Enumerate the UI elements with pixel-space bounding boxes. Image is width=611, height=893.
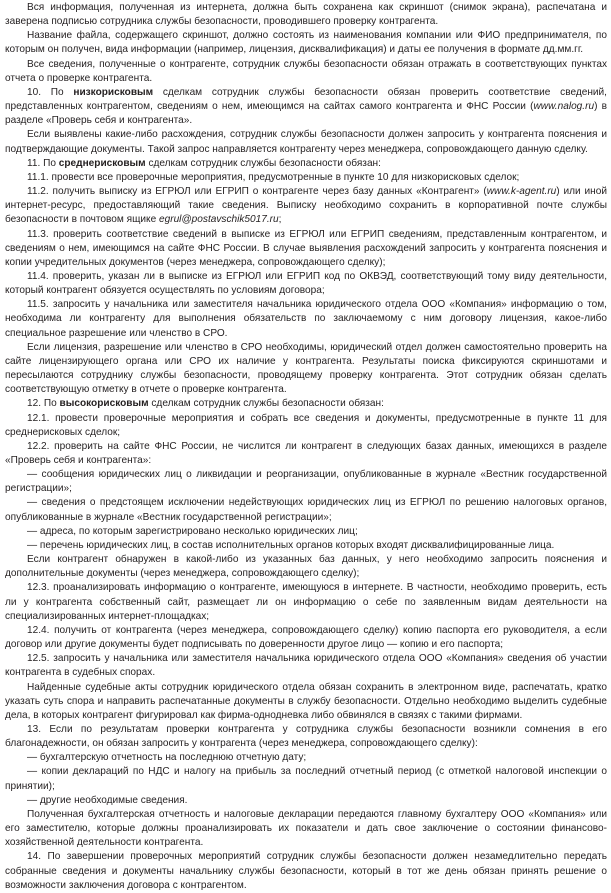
paragraph: [5, 723, 607, 751]
paragraph: [5, 86, 607, 128]
paragraph-text: Если лицензия, разрешение или членство в СРО необходимы, юридический отдел должен самостоятельно проверить на сайте лицензирующего органа или СРО их наличие у контрагента. Результаты поиска фиксируются скриншотами и пересылаются сотруднику службы безопасности, проводящему проверку контрагента. Этот сотрудник обязан сделать соответствующую отметку в отчете о проверке контрагента.: [5, 341, 607, 396]
paragraph-text: Если выявлены какие-либо расхождения, сотрудник службы безопасности должен запросить у контрагента пояснения и подтверждающие документы. Такой запрос направляется контрагенту через менеджера, сопровождающего данную сделку.: [5, 129, 607, 155]
paragraph: [5, 185, 607, 227]
paragraph: [5, 29, 607, 57]
paragraph-text: 11.5. запросить у начальника или заместителя начальника юридического отдела ООО «Компания» информацию о том, необходима ли контрагенту для выполнения обязательств по заключаемому с ним договору лицензия, какое-либо специальное разрешение или членство в СРО.: [5, 299, 607, 339]
paragraph-text: 12.1. провести проверочные мероприятия и собрать все сведения и документы, предусмотренные в пункте 11 для среднерисковых сделок;: [5, 412, 607, 438]
paragraph-text: — перечень юридических лиц, в состав исполнительных органов которых входят дисквалифицированные лица.: [27, 539, 555, 551]
paragraph-text: 11.3. проверить соответствие сведений в выписке из ЕГРЮЛ или ЕГРИП сведениям, представленным контрагентом, и сведениям о нем, имеющимся на сайте ФНС России. В случае выявления расхождений запросить у контрагента пояснения и копии учредительных документов (через менеджера, сопровождающего сделку);: [5, 228, 607, 268]
paragraph-text: — бухгалтерскую отчетность на последнюю отчетную дату;: [27, 752, 307, 764]
paragraph: [5, 341, 607, 398]
paragraph-text: Найденные судебные акты сотрудник юридического отдела обязан сохранить в электронном виде, распечатать, кратко указать суть спора и направить распечатанные документы в службу безопасности. Отдельно необходимо выделить судебные дела, в которых контрагент фигурировал как фирма-однодневка либо обвинялся в связях с такими фирмами.: [5, 681, 607, 721]
paragraph-text: Все сведения, полученные о контрагенте, сотрудник службы безопасности обязан отражать в соответствующих пунктах отчета о проверке контрагента.: [5, 58, 607, 84]
paragraph-text: 12.2. проверить на сайте ФНС России, не числится ли контрагент в следующих базах данных, имеющихся в разделе «Проверь себя и контрагента»:: [5, 440, 607, 466]
paragraph: [5, 681, 607, 723]
paragraph: [5, 397, 607, 411]
paragraph-text: 13. Если по результатам проверки контрагента у сотрудника службы безопасности возникли сомнения в его благонадежности, он обязан запросить у контрагента (через менеджера, сопровождающего сделку):: [5, 723, 607, 750]
paragraph: [5, 581, 607, 623]
paragraph-text: Название файла, содержащего скриншот, должно состоять из наименования компании или ФИО предпринимателя, по которым он получен, вида информации (например, лицензия, дисквалификация) и даты ее получения в формате дд.мм.гг.: [5, 30, 607, 56]
italic-reference: egrul@postavschik5017.ru: [158, 214, 279, 226]
paragraph: [5, 270, 607, 298]
paragraph: [5, 850, 607, 892]
paragraph-text: 12. По: [27, 398, 60, 410]
paragraph-text: 14. По завершении проверочных мероприятий сотрудник службы безопасности должен незамедлительно передать собранные сведения и документы начальнику службы безопасности, который в тот же день обязан принять решение о возможности заключения договора с контрагентом.: [5, 851, 607, 891]
paragraph-text: — сведения о предстоящем исключении недействующих юридических лиц из ЕГРЮЛ по решению налоговых органов, опубликованные в журнале «Вестник государственной регистрации»;: [5, 497, 607, 523]
paragraph-text: — адреса, по которым зарегистрировано несколько юридических лиц;: [27, 525, 358, 537]
paragraph: [5, 652, 607, 680]
paragraph: [5, 298, 607, 340]
paragraph: [5, 1, 607, 29]
paragraph: [5, 157, 607, 171]
paragraph-text: 11.1. провести все проверочные мероприятия, предусмотренные в пункте 10 для низкорисковых сделок;: [27, 171, 520, 183]
paragraph-text: — другие необходимые сведения.: [27, 794, 188, 806]
paragraph: [5, 525, 607, 539]
paragraph-text: 11.4. проверить, указан ли в выписке из ЕГРЮЛ или ЕГРИП код по ОКВЭД, соответствующий тому виду деятельности, который контрагент обязуется осуществлять по условиям договора;: [5, 270, 607, 297]
paragraph: [5, 128, 607, 156]
paragraph-text: ;: [278, 214, 282, 226]
paragraph-text: 11.2. получить выписку из ЕГРЮЛ или ЕГРИП о контрагенте через базу данных «Контрагент» (: [27, 186, 487, 198]
italic-reference: www.nalog.ru: [533, 101, 595, 113]
paragraph-text: — копии деклараций по НДС и налогу на прибыль за последний отчетный период (с отметкой налоговой инспекции о принятии);: [5, 766, 607, 792]
paragraph-text: Полученная бухгалтерская отчетность и налоговые декларации передаются главному бухгалтеру ООО «Компания» или его заместителю, которые должны проанализировать их показатели и дать свое заключение о состоянии финансово-хозяйственной деятельности контрагента.: [5, 808, 607, 849]
paragraph: [5, 553, 607, 581]
paragraph-text: — сообщения юридических лиц о ликвидации и реорганизации, опубликованные в журнале «Вестник государственной регистрации»;: [5, 469, 607, 495]
paragraph-text: 11. По: [27, 157, 59, 169]
paragraph-text: 12.5. запросить у начальника или заместителя начальника юридического отдела ООО «Компания» сведения об участии контрагента в судебных спорах.: [5, 653, 607, 679]
paragraph-text: Вся информация, полученная из интернета, должна быть сохранена как скриншот (снимок экрана), распечатана и заверена подписью сотрудника службы безопасности, проводившего проверку контрагента.: [5, 2, 607, 28]
paragraph-text: 12.4. получить от контрагента (через менеджера, сопровождающего сделку) копию паспорта его руководителя, а если договор или другие документы будет подписывать по доверенности другое лицо — копию и его паспорта;: [5, 624, 607, 651]
paragraph-text: ) или иной интернет-ресурс, предоставляющий такие сведения. Выписку необходимо сохранить в корпоративной почте службы безопасности в почтовом ящике: [5, 186, 608, 226]
paragraph-text: Если контрагент обнаружен в какой-либо из указанных баз данных, у него необходимо запросить пояснения и дополнительные документы (через менеджера, сопровождающего сделку);: [5, 554, 607, 580]
paragraph-text: 10. По: [27, 86, 74, 98]
paragraph: [5, 794, 607, 808]
paragraph: [5, 58, 607, 86]
paragraph: [5, 171, 607, 185]
paragraph: [5, 624, 607, 652]
paragraph: [5, 412, 607, 440]
paragraph-text: ) в разделе «Проверь себя и контрагента».: [5, 101, 607, 127]
paragraph-text: сделкам сотрудник службы безопасности обязан проверить соответствие сведений, представленных контрагентом, сведениям о нем, имеющимся на сайтах самого контрагента и ФНС России (: [5, 86, 607, 113]
bold-term: низкорисковым: [73, 86, 154, 98]
paragraph: [5, 808, 607, 850]
paragraph-text: 12.3. проанализировать информацию о контрагенте, имеющуюся в интернете. В частности, необходимо проверить, есть ли у контрагента собственный сайт, размещает ли он информацию о себе по заявленным видам деятельности на специализированных интернет-площадках;: [5, 582, 607, 622]
italic-reference: www.k-agent.ru: [486, 186, 557, 198]
paragraph: [5, 751, 607, 765]
paragraph-text: сделкам сотрудник службы безопасности обязан:: [148, 398, 384, 410]
paragraph: [5, 496, 607, 524]
bold-term: среднерисковым: [58, 157, 146, 169]
bold-term: высокорисковым: [59, 398, 149, 410]
paragraph: [5, 440, 607, 468]
paragraph: [5, 228, 607, 270]
paragraph: [5, 765, 607, 793]
paragraph-text: сделкам сотрудник службы безопасности обязан:: [145, 157, 381, 169]
paragraph: [5, 468, 607, 496]
paragraph: [5, 539, 607, 553]
